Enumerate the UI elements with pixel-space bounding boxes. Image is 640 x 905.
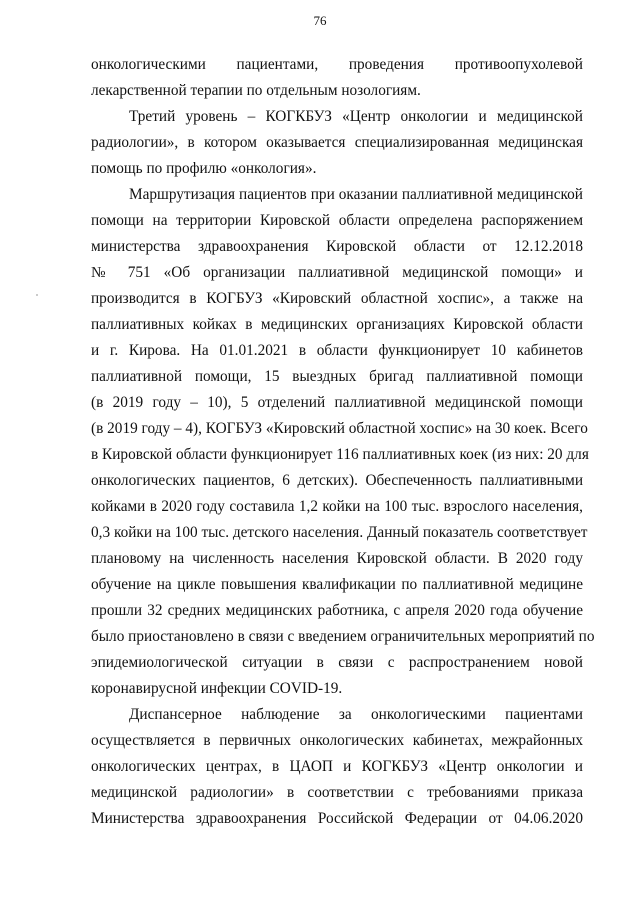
- text-line: Третий уровень – КОГКБУЗ «Центр онкологии и медицинской: [129, 108, 583, 125]
- margin-mark: [36, 294, 38, 296]
- text-line: помощь по профилю «онкология».: [91, 160, 317, 177]
- text-line: Министерства здравоохранения Российской Федерации от 04.06.2020: [91, 810, 583, 827]
- text-line: онкологических центрах, в ЦАОП и КОГКБУЗ «Центр онкологии и: [91, 758, 583, 775]
- text-line: Маршрутизация пациентов при оказании паллиативной медицинской: [129, 186, 583, 203]
- text-line: 0,3 койки на 100 тыс. детского населения. Данный показатель соответствует: [91, 524, 588, 541]
- text-line: министерства здравоохранения Кировской области от 12.12.2018: [91, 238, 583, 255]
- text-line: лекарственной терапии по отдельным нозологиям.: [91, 82, 421, 99]
- text-line: помощи на территории Кировской области определена распоряжением: [91, 212, 583, 229]
- text-line: и г. Кирова. На 01.01.2021 в области функционирует 10 кабинетов: [91, 342, 583, 359]
- text-line: (в 2019 году – 10), 5 отделений паллиативной медицинской помощи: [91, 394, 583, 411]
- text-line: эпидемиологической ситуации в связи с распространением новой: [91, 654, 583, 671]
- text-line: радиологии», в котором оказывается специализированная медицинская: [91, 134, 583, 151]
- text-line: паллиативных койках в медицинских организациях Кировской области: [91, 316, 583, 333]
- page-number: 76: [313, 13, 327, 28]
- text-line: коронавирусной инфекции COVID-19.: [91, 680, 343, 697]
- text-line: онкологических пациентов, 6 детских). Обеспеченность паллиативными: [91, 472, 583, 489]
- text-line: производится в КОГБУЗ «Кировский областной хоспис», а также на: [91, 290, 583, 307]
- text-line: паллиативной помощи, 15 выездных бригад паллиативной помощи: [91, 368, 583, 385]
- text-line: медицинской радиологии» в соответствии с требованиями приказа: [91, 784, 583, 801]
- text-line: обучение на цикле повышения квалификации по паллиативной медицине: [91, 576, 583, 593]
- text-line: № 751 «Об организации паллиативной медицинской помощи» и: [91, 264, 583, 281]
- text-line: койками в 2020 году составила 1,2 койки на 100 тыс. взрослого населения,: [91, 498, 583, 515]
- text-line: было приостановлено в связи с введением ограничительных мероприятий по: [91, 628, 595, 645]
- text-line: осуществляется в первичных онкологических кабинетах, межрайонных: [91, 732, 583, 749]
- text-line: плановому на численность населения Кировской области. В 2020 году: [91, 550, 583, 567]
- text-line: в Кировской области функционирует 116 паллиативных коек (из них: 20 для: [91, 446, 589, 463]
- text-line: прошли 32 средних медицинских работника, с апреля 2020 года обучение: [91, 602, 583, 619]
- text-line: онкологическими пациентами, проведения противоопухолевой: [91, 56, 583, 73]
- text-line: Диспансерное наблюдение за онкологическими пациентами: [129, 706, 583, 723]
- text-line: (в 2019 году – 4), КОГБУЗ «Кировский областной хоспис» на 30 коек. Всего: [91, 420, 588, 437]
